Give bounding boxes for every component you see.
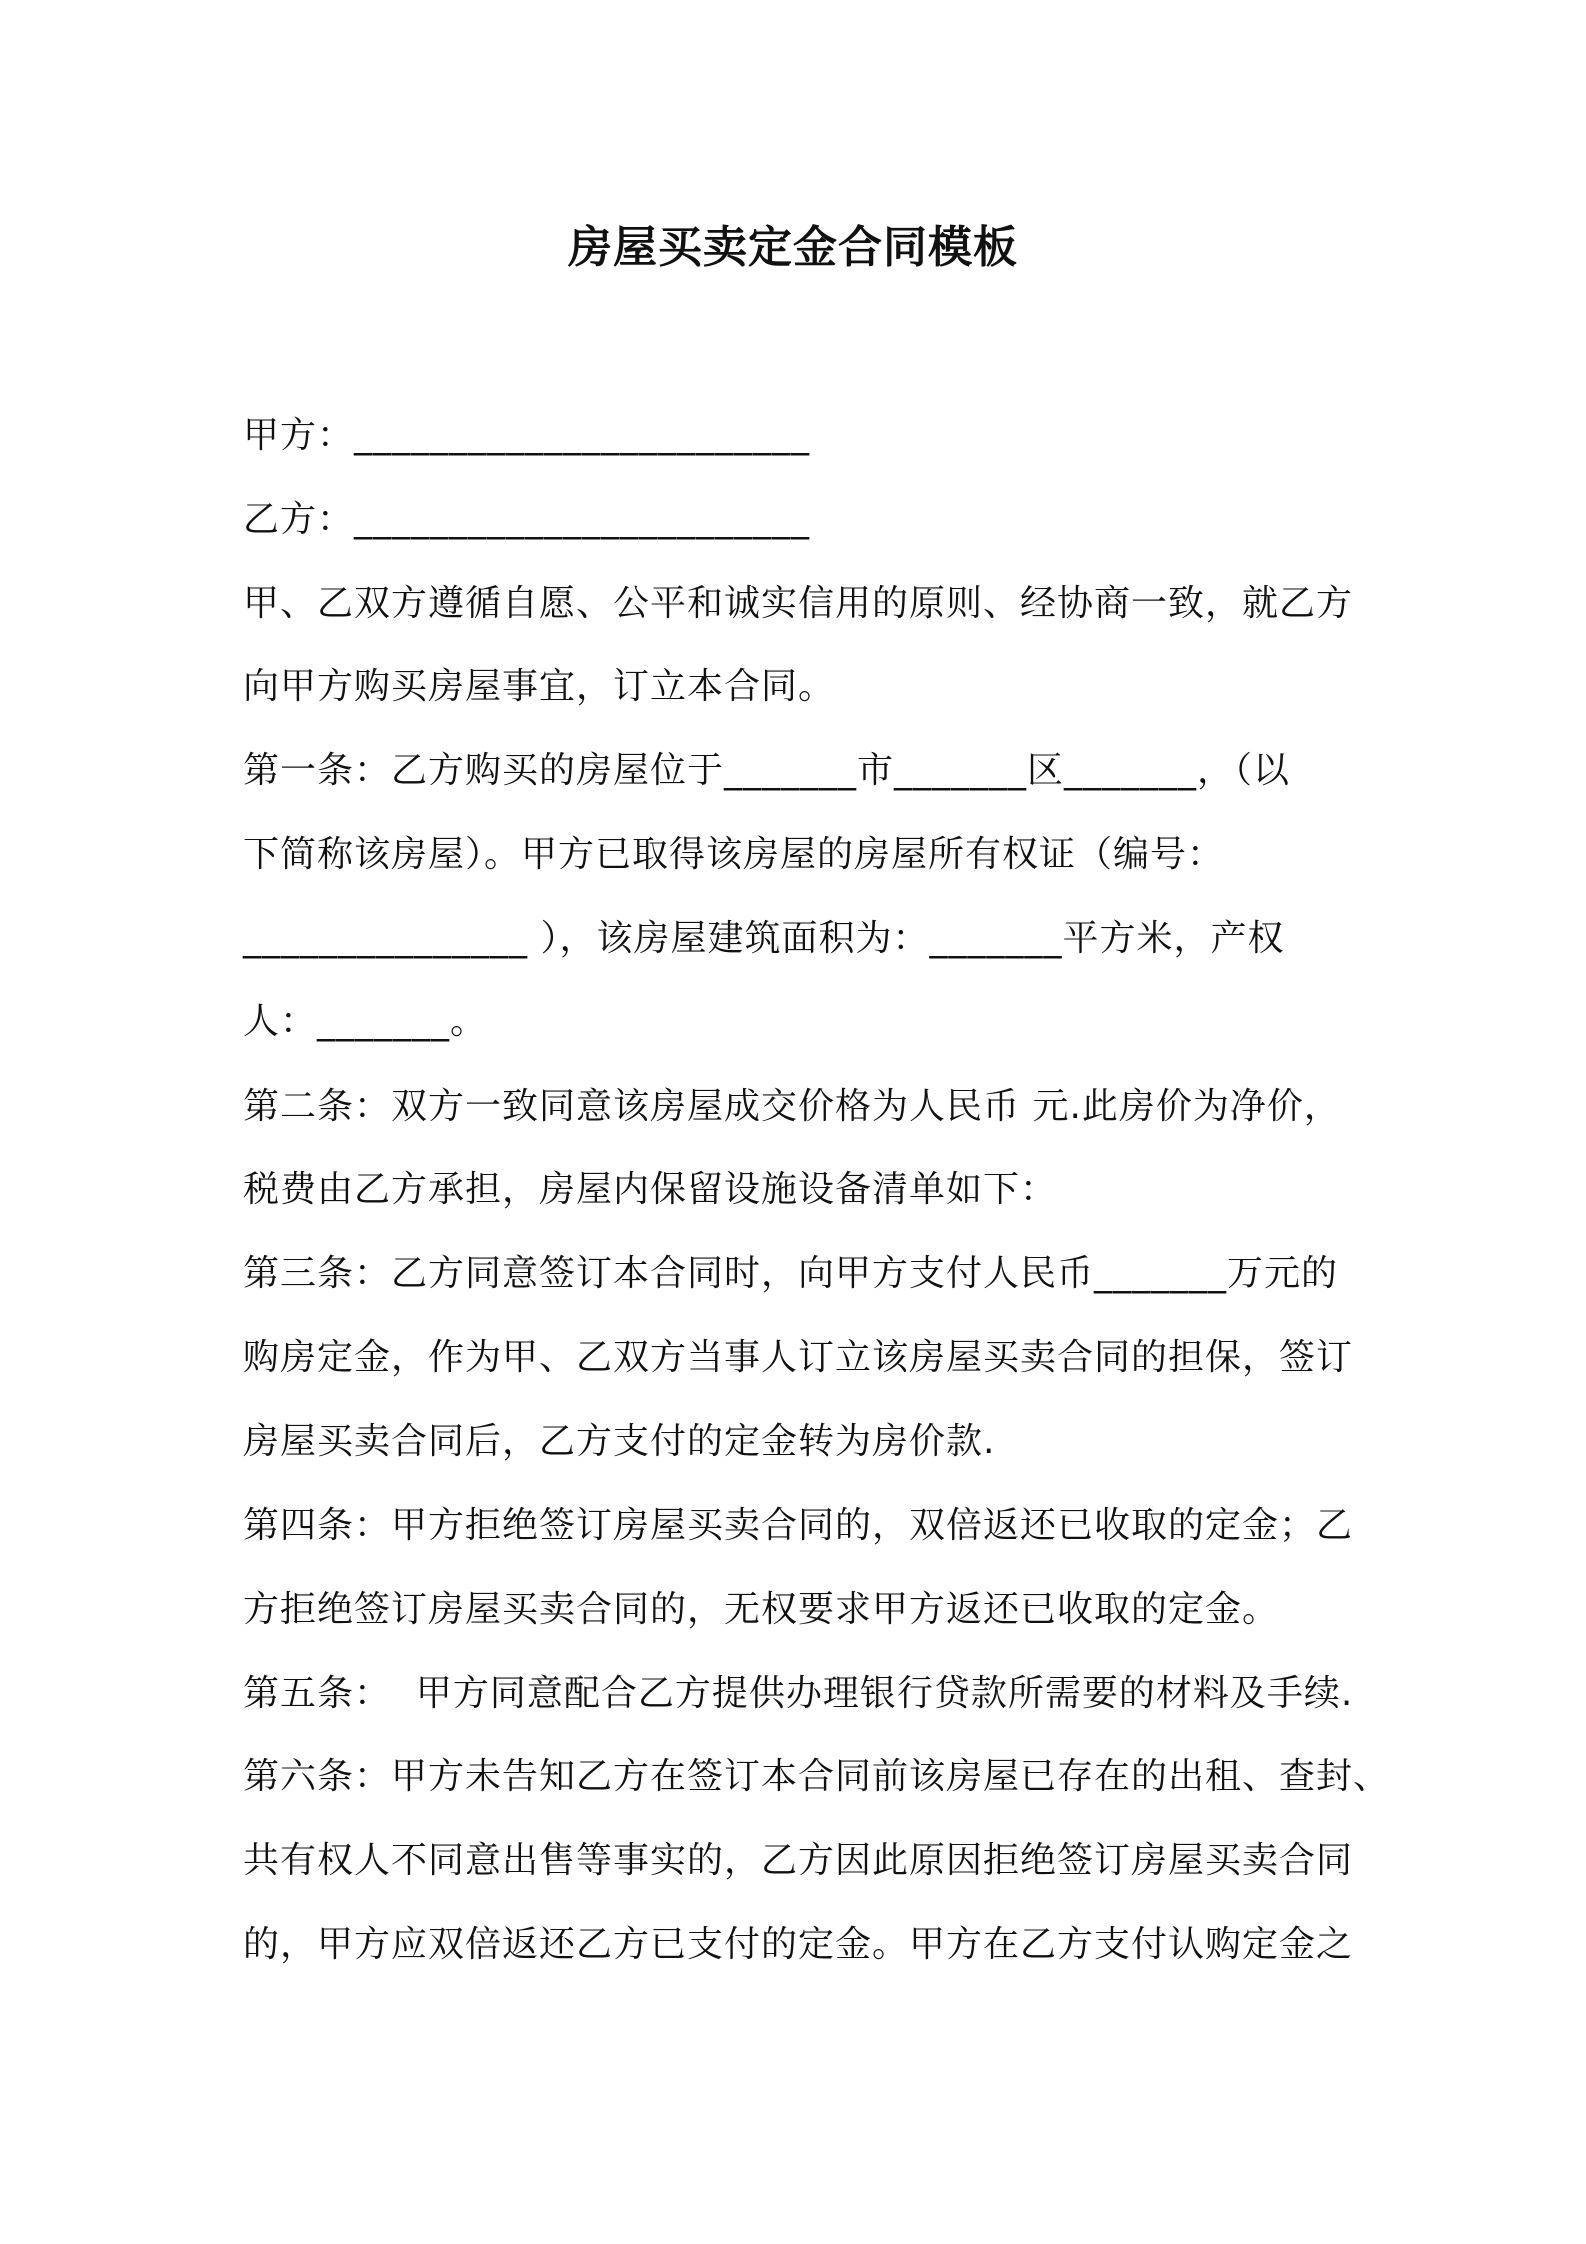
intro-line-1: 甲、乙双方遵循自愿、公平和诚实信用的原则、经协商一致，就乙方 — [243, 583, 1354, 624]
clause-3-line-1: 第三条：乙方同意签订本合同时，向甲方支付人民币_______万元的 — [243, 1253, 1339, 1294]
party-b-line: 乙方：________________________ — [243, 499, 811, 540]
clause-6-line-2: 共有权人不同意出售等事实的，乙方因此原因拒绝签订房屋买卖合同 — [243, 1840, 1354, 1881]
clause-2-line-2: 税费由乙方承担，房屋内保留设施设备清单如下： — [243, 1169, 1058, 1210]
clause-6-line-3: 的，甲方应双倍返还乙方已支付的定金。甲方在乙方支付认购定金之 — [243, 1924, 1354, 1965]
clause-3-line-2: 购房定金，作为甲、乙双方当事人订立该房屋买卖合同的担保，签订 — [243, 1337, 1354, 1378]
clause-6-line-1: 第六条：甲方未告知乙方在签订本合同前该房屋已存在的出租、查封、 — [243, 1756, 1391, 1797]
clause-1-line-4: 人：_______。 — [243, 1001, 488, 1042]
clause-1-line-1: 第一条：乙方购买的房屋位于_______市_______区_______，（以 — [243, 750, 1291, 791]
clause-1-line-2: 下简称该房屋）。甲方已取得该房屋的房屋所有权证（编号： — [243, 834, 1225, 875]
intro-line-2: 向甲方购买房屋事宜，订立本合同。 — [243, 666, 836, 707]
clause-5-line-1: 第五条： 甲方同意配合乙方提供办理银行贷款所需要的材料及手续. — [243, 1673, 1354, 1714]
party-a-line: 甲方：________________________ — [243, 415, 811, 456]
document-title: 房屋买卖定金合同模板 — [568, 222, 1018, 273]
clause-3-line-3: 房屋买卖合同后，乙方支付的定金转为房价款. — [243, 1421, 996, 1462]
clause-4-line-1: 第四条：甲方拒绝签订房屋买卖合同的，双倍返还已收取的定金；乙 — [243, 1505, 1354, 1546]
clause-4-line-2: 方拒绝签订房屋买卖合同的，无权要求甲方返还已收取的定金。 — [243, 1589, 1280, 1630]
clause-2-line-1: 第二条：双方一致同意该房屋成交价格为人民币 元.此房价为净价， — [243, 1086, 1341, 1127]
clause-1-line-3: _______________ ），该房屋建筑面积为：_______平方米，产权 — [243, 918, 1285, 959]
